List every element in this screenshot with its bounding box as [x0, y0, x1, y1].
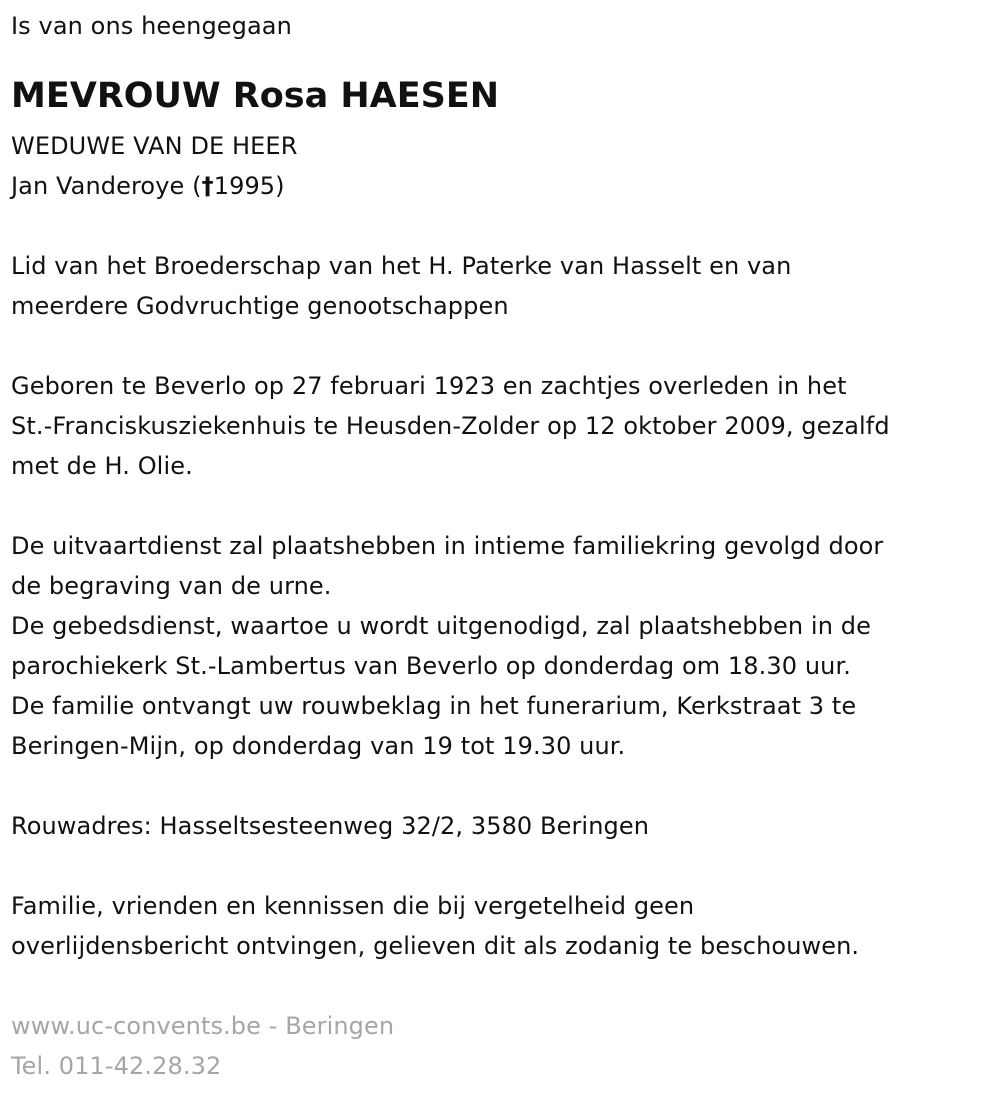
- death-notice: [11, 6, 986, 1086]
- birth-death-line-2: St.-Franciskusziekenhuis te Heusden-Zolder op 12 oktober 2009, gezalfd: [11, 412, 890, 440]
- ceremony-line-2: de begraving van de urne.: [11, 572, 332, 600]
- spacer: [11, 486, 986, 526]
- footer-phone: Tel. 011-42.28.32: [11, 1052, 222, 1080]
- closing-line-2: overlijdensbericht ontvingen, gelieven dit als zodanig te beschouwen.: [11, 932, 860, 960]
- ceremony-line-5: De familie ontvangt uw rouwbeklag in het funerarium, Kerkstraat 3 te: [11, 692, 857, 720]
- spacer: [11, 326, 986, 366]
- spacer: [11, 206, 986, 246]
- intro-text: Is van ons heengegaan: [11, 12, 292, 40]
- closing-line-1: Familie, vrienden en kennissen die bij vergetelheid geen: [11, 892, 695, 920]
- deceased-name: MEVROUW Rosa HAESEN: [11, 76, 500, 116]
- ceremony-line-1: De uitvaartdienst zal plaatshebben in intieme familiekring gevolgd door: [11, 532, 884, 560]
- birth-death-line-1: Geboren te Beverlo op 27 februari 1923 en zachtjes overleden in het: [11, 372, 847, 400]
- mourning-address: Rouwadres: Hasseltsesteenweg 32/2, 3580 Beringen: [11, 812, 650, 840]
- ceremony-line-3: De gebedsdienst, waartoe u wordt uitgenodigd, zal plaatshebben in de: [11, 612, 871, 640]
- ceremony-line-6: Beringen-Mijn, op donderdag van 19 tot 19.30 uur.: [11, 732, 626, 760]
- ceremony-line-4: parochiekerk St.-Lambertus van Beverlo op donderdag om 18.30 uur.: [11, 652, 851, 680]
- spacer: [11, 766, 986, 806]
- status-line: WEDUWE VAN DE HEER: [11, 132, 298, 160]
- spacer: [11, 846, 986, 886]
- footer-website: www.uc-convents.be - Beringen: [11, 1012, 395, 1040]
- membership-line-1: Lid van het Broederschap van het H. Paterke van Hasselt en van: [11, 252, 792, 280]
- spouse-name: Jan Vanderoye (: [11, 172, 202, 200]
- spouse-line: [11, 166, 986, 206]
- spacer: [11, 966, 986, 1006]
- spouse-year: 1995): [213, 172, 285, 200]
- membership-line-2: meerdere Godvruchtige genootschappen: [11, 292, 509, 320]
- cross-icon: †: [201, 172, 214, 200]
- birth-death-line-3: met de H. Olie.: [11, 452, 193, 480]
